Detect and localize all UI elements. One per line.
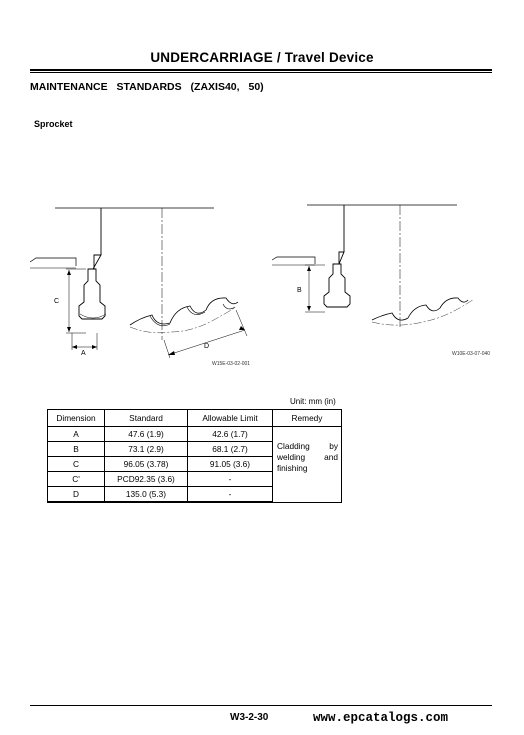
cell-limit: - <box>188 472 273 487</box>
right-figure-code: W10E-03-07-040 <box>452 351 491 357</box>
right-sprocket-figure <box>272 205 474 328</box>
cell-standard: 73.1 (2.9) <box>105 442 188 457</box>
dimension-label-a: A <box>81 350 86 357</box>
sprocket-diagram <box>0 190 524 380</box>
header-remedy: Remedy <box>273 410 342 427</box>
table-row <box>48 427 342 442</box>
maintenance-standards-table <box>47 409 342 503</box>
dimension-label-b: B <box>297 287 302 294</box>
cell-standard: 135.0 (5.3) <box>105 487 188 503</box>
header-dimension: Dimension <box>48 410 105 427</box>
left-sprocket-figure <box>30 208 247 358</box>
title-rule <box>30 69 492 71</box>
cell-dimension: D <box>48 487 105 503</box>
cell-dimension: B <box>48 442 105 457</box>
dimension-label-c: C <box>54 298 60 305</box>
cell-limit: 42.6 (1.7) <box>188 427 273 442</box>
footer-rule <box>30 705 492 706</box>
page-title: UNDERCARRIAGE / Travel Device <box>150 50 374 65</box>
cell-dimension: C' <box>48 472 105 487</box>
left-figure-code: W15E-03-02-001 <box>212 361 251 367</box>
section-heading: MAINTENANCE STANDARDS (ZAXIS40, 50) <box>30 81 264 93</box>
cell-standard: PCD92.35 (3.6) <box>105 472 188 487</box>
cell-dimension: C <box>48 457 105 472</box>
page-number: W3-2-30 <box>230 712 269 723</box>
unit-label: Unit: mm (in) <box>290 397 336 406</box>
subheading: Sprocket <box>34 119 73 129</box>
cell-limit: 91.05 (3.6) <box>188 457 273 472</box>
cell-remedy: Cladding by welding and finishing <box>273 427 342 503</box>
header-standard: Standard <box>105 410 188 427</box>
dimension-label-d: D <box>204 343 210 350</box>
cell-limit: 68.1 (2.7) <box>188 442 273 457</box>
table-header-row <box>48 410 342 427</box>
cell-dimension: A <box>48 427 105 442</box>
cell-standard: 47.6 (1.9) <box>105 427 188 442</box>
cell-limit: - <box>188 487 273 503</box>
title-rule-thin <box>30 72 492 73</box>
header-allowable-limit: Allowable Limit <box>188 410 273 427</box>
site-watermark[interactable]: www.epcatalogs.com <box>313 711 449 725</box>
cell-standard: 96.05 (3.78) <box>105 457 188 472</box>
